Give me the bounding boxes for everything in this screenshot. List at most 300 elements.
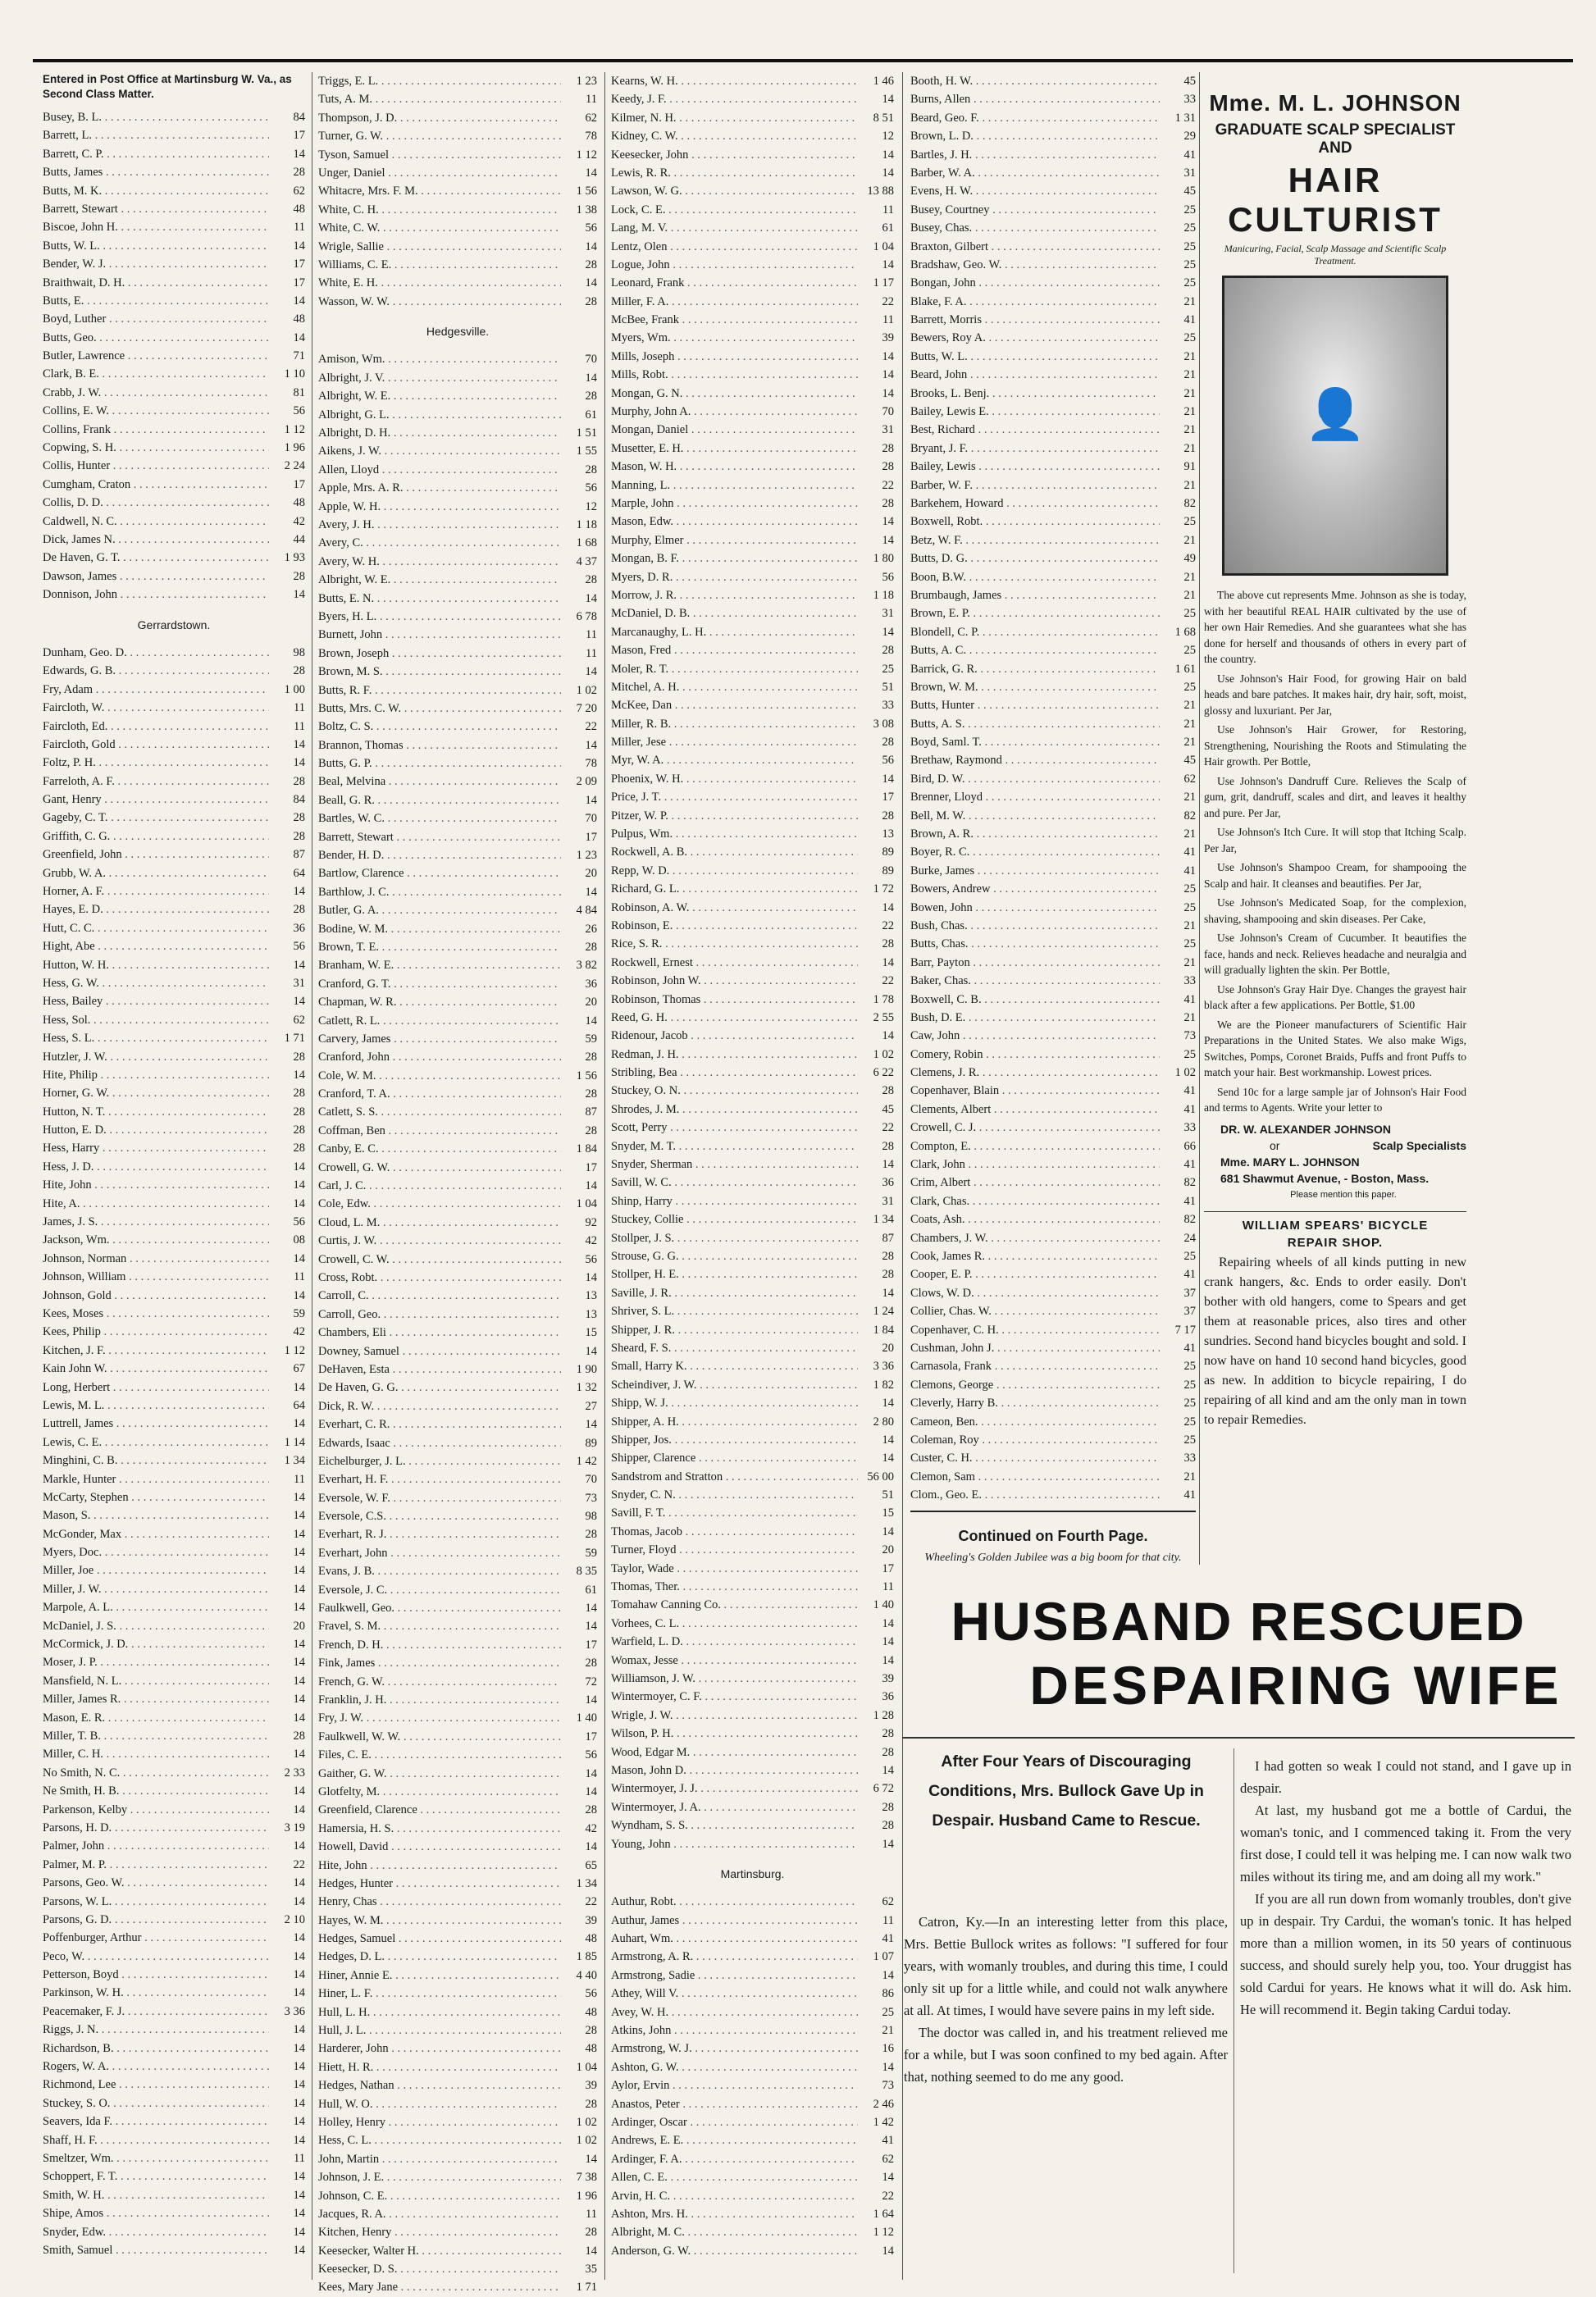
entry-amount: 14 (269, 1195, 305, 1213)
entry-name: Parsons, Geo. W. . . . (43, 1874, 269, 1892)
entry-amount: 86 (858, 1985, 894, 2003)
entry-amount: 28 (561, 2095, 597, 2113)
entry-amount: 28 (858, 440, 894, 458)
list-item (318, 256, 597, 274)
entry-amount: 28 (561, 256, 597, 274)
entry-name: Comery, Robin . . . (910, 1046, 1160, 1064)
entry-amount: 14 (561, 1269, 597, 1287)
entry-amount: 41 (1160, 843, 1196, 861)
portrait-image (1222, 276, 1448, 576)
entry-name: Williamson, J. W. . . . (611, 1670, 858, 1688)
list-item (318, 864, 597, 882)
entry-name: Hull, J. L. . . . (318, 2021, 561, 2039)
entry-amount: 41 (858, 2131, 894, 2149)
entry-amount: 14 (561, 164, 597, 182)
entry-amount: 28 (858, 807, 894, 825)
entry-amount: 70 (561, 350, 597, 368)
entry-amount: 14 (269, 1745, 305, 1763)
list-item (43, 1103, 305, 1121)
list-item (318, 1470, 597, 1488)
list-item (611, 2076, 894, 2094)
list-item (318, 387, 597, 405)
entry-amount: 66 (1160, 1137, 1196, 1155)
entry-amount: 11 (561, 645, 597, 663)
list-item (611, 660, 894, 678)
entry-name: Butts, D. G. . . . (910, 549, 1160, 567)
entry-name: Jackson, Wm. . . . (43, 1231, 269, 1249)
list-item (910, 568, 1196, 586)
entry-amount: 1 02 (858, 1046, 894, 1064)
entry-amount: 25 (1160, 1357, 1196, 1375)
list-item (611, 385, 894, 403)
entry-name: Petterson, Boyd . . . (43, 1966, 269, 1984)
entry-name: Dick, James N. . . . (43, 531, 269, 549)
list-item (318, 516, 597, 534)
list-item (318, 72, 597, 90)
entry-amount: 14 (269, 2167, 305, 2185)
list-item (43, 1966, 305, 1984)
entry-name: De Haven, G. T. . . . (43, 549, 269, 567)
entry-amount: 28 (858, 641, 894, 659)
entry-amount: 21 (858, 2021, 894, 2039)
entry-name: Collier, Chas. W. . . . (910, 1302, 1160, 1320)
list-item (318, 1746, 597, 1764)
entry-name: Hite, A. . . . (43, 1195, 269, 1213)
entry-name: Marpole, A. L. . . . (43, 1598, 269, 1616)
entry-name: Parkenson, Kelby . . . (43, 1801, 269, 1819)
entry-name: Hedges, D. L. . . . (318, 1948, 561, 1966)
entry-amount: 14 (858, 2058, 894, 2076)
entry-amount: 48 (269, 310, 305, 328)
list-item (910, 274, 1196, 292)
list-item (43, 1305, 305, 1323)
entry-name: Shipper, A. H. . . . (611, 1413, 858, 1431)
paragraph: Use Johnson's Itch Cure. It will stop that Itching Scalp. Per Jar, (1204, 826, 1466, 855)
list-item (611, 991, 894, 1009)
list-item (910, 1431, 1196, 1449)
entry-amount: 11 (858, 1912, 894, 1930)
entry-amount: 6 22 (858, 1064, 894, 1082)
entry-name: Parsons, W. L. . . . (43, 1893, 269, 1911)
entry-name: Barrett, L. . . . (43, 126, 269, 144)
list-item (611, 1670, 894, 1688)
entry-amount: 20 (561, 993, 597, 1011)
list-item (910, 1321, 1196, 1339)
entry-amount: 21 (1160, 917, 1196, 935)
entry-amount: 14 (269, 1488, 305, 1506)
list-item (43, 974, 305, 992)
entry-amount: 62 (858, 2150, 894, 2168)
entry-amount: 48 (561, 2039, 597, 2058)
list-item (910, 1449, 1196, 1467)
entry-name: Coats, Ash. . . . (910, 1210, 1160, 1228)
entry-name: Blondell, C. P. . . . (910, 623, 1160, 641)
entry-amount: 14 (561, 1012, 597, 1030)
sig-title: Scalp Specialists (1372, 1138, 1466, 1152)
entry-amount: 7 38 (561, 2168, 597, 2186)
entry-name: French, D. H. . . . (318, 1636, 561, 1654)
entry-amount: 28 (269, 1103, 305, 1121)
list-item (910, 403, 1196, 421)
entry-amount: 11 (269, 1470, 305, 1488)
list-item (43, 699, 305, 717)
entry-amount: 14 (269, 1929, 305, 1947)
entry-amount: 14 (269, 1948, 305, 1966)
entry-name: Richardson, B. . . . (43, 2039, 269, 2058)
entry-amount: 41 (1160, 1339, 1196, 1357)
entry-name: Busey, Chas. . . . (910, 219, 1160, 237)
entry-name: Poffenburger, Arthur . . . (43, 1929, 269, 1947)
paragraph: If you are all run down from womanly troubles, don't give up in despair. Try Cardui, the woman's tonic. It has helped more than a million women, in its 50 years of continuous success, and should surely help you, too. Your druggist has sold Cardui for years. He knows what it will do. Ask him. He will recommend it. Begin taking Cardui today. (1240, 1891, 1571, 2017)
entry-amount: 14 (858, 90, 894, 108)
entry-name: Clows, W. D. . . . (910, 1284, 1160, 1302)
entry-name: Dick, R. W. . . . (318, 1397, 561, 1415)
entry-name: Wrigle, J. W. . . . (611, 1707, 858, 1725)
list-item (611, 1688, 894, 1706)
list-item (318, 2113, 597, 2131)
entry-amount: 14 (269, 1561, 305, 1579)
entry-name: Rice, S. R. . . . (611, 935, 858, 953)
entry-amount: 1 02 (561, 2131, 597, 2149)
list-item (318, 424, 597, 442)
entry-amount: 1 80 (858, 549, 894, 567)
entry-amount: 25 (1160, 329, 1196, 347)
entry-amount: 33 (1160, 972, 1196, 990)
entry-amount: 42 (561, 1232, 597, 1250)
list-item (611, 293, 894, 311)
entry-name: Faircloth, Gold . . . (43, 736, 269, 754)
entry-amount: 1 24 (858, 1302, 894, 1320)
list-col2b (318, 350, 597, 2296)
entry-amount: 56 (858, 568, 894, 586)
entry-amount: 22 (858, 293, 894, 311)
entry-amount: 14 (269, 292, 305, 310)
entry-amount: 14 (561, 590, 597, 608)
entry-name: Butts, Chas. . . . (910, 935, 1160, 953)
entry-name: Butts, E. . . . (43, 292, 269, 310)
entry-name: Pulpus, Wm. . . . (611, 825, 858, 843)
list-item (43, 1819, 305, 1837)
list-item (43, 2131, 305, 2149)
entry-name: Boyd, Luther . . . (43, 310, 269, 328)
entry-amount: 1 40 (858, 1596, 894, 1614)
entry-amount: 56 (561, 1985, 597, 2003)
list-item (43, 882, 305, 900)
entry-name: Butts, Geo. . . . (43, 329, 269, 347)
entry-name: Chapman, W. R. . . . (318, 993, 561, 1011)
entry-name: Anastos, Peter . . . (611, 2095, 858, 2113)
entry-amount: 8 35 (561, 1562, 597, 1580)
entry-name: Cole, W. M. . . . (318, 1067, 561, 1085)
entry-amount: 21 (1160, 1009, 1196, 1027)
entry-name: Baker, Chas. . . . (910, 972, 1160, 990)
list-item (318, 1360, 597, 1379)
entry-name: Collis, D. D. . . . (43, 494, 269, 512)
list-item (43, 2094, 305, 2112)
entry-amount: 82 (1160, 494, 1196, 513)
entry-amount: 14 (269, 237, 305, 255)
entry-amount: 41 (1160, 1192, 1196, 1210)
list-item (43, 1984, 305, 2002)
entry-name: McCormick, J. D. . . . (43, 1635, 269, 1653)
sig-address: 681 Shawmut Avenue, - Boston, Mass. (1220, 1171, 1430, 1185)
entry-name: Blake, F. A. . . . (910, 293, 1160, 311)
entry-name: Mongan, B. F. . . . (611, 549, 858, 567)
list-item (43, 567, 305, 586)
list-item (318, 1140, 597, 1158)
list-item (611, 1192, 894, 1210)
list-item (611, 1780, 894, 1798)
list-item (43, 1764, 305, 1782)
list-item (318, 1048, 597, 1066)
entry-amount: 33 (1160, 90, 1196, 108)
list-item (910, 825, 1196, 843)
list-item (43, 2039, 305, 2058)
entry-name: Chambers, J. W. . . . (910, 1229, 1160, 1247)
entry-name: Kees, Philip . . . (43, 1323, 269, 1341)
entry-name: Armstrong, W. J. . . . (611, 2039, 858, 2058)
entry-name: Scott, Perry . . . (611, 1119, 858, 1137)
entry-name: Johnson, Gold . . . (43, 1287, 269, 1305)
entry-amount: 98 (561, 1507, 597, 1525)
list-item (910, 201, 1196, 219)
entry-name: Clements, Albert . . . (910, 1101, 1160, 1119)
list-item (910, 348, 1196, 366)
list-item (43, 791, 305, 809)
entry-name: Snyder, Sherman . . . (611, 1155, 858, 1174)
entry-name: Shriver, S. L. . . . (611, 1302, 858, 1320)
list-item (611, 1064, 894, 1082)
list-item (318, 1562, 597, 1580)
list-item (611, 972, 894, 990)
list-item (318, 2021, 597, 2039)
entry-amount: 14 (269, 1782, 305, 1800)
list-item (43, 163, 305, 181)
entry-amount: 56 00 (858, 1468, 894, 1486)
list-item (910, 1046, 1196, 1064)
entry-amount: 20 (269, 1617, 305, 1635)
entry-name: Keesecker, Walter H. . . . (318, 2242, 561, 2260)
entry-name: Brenner, Lloyd . . . (910, 788, 1160, 806)
entry-name: Tyson, Samuel . . . (318, 146, 561, 164)
list-item (318, 1067, 597, 1085)
entry-name: Hess, G. W. . . . (43, 974, 269, 992)
entry-amount: 22 (561, 1893, 597, 1911)
entry-amount: 73 (561, 1489, 597, 1507)
entry-amount: 25 (1160, 274, 1196, 292)
entry-name: Johnson, C. E. . . . (318, 2187, 561, 2205)
list-item (318, 2131, 597, 2149)
entry-amount: 14 (561, 2150, 597, 2168)
sig-note: Please mention this paper. (1290, 1189, 1397, 1200)
entry-amount: 13 (561, 1287, 597, 1305)
list-item (43, 494, 305, 512)
entry-name: Young, John . . . (611, 1835, 858, 1853)
list-item (318, 2150, 597, 2168)
entry-amount: 61 (561, 406, 597, 424)
entry-amount: 21 (1160, 733, 1196, 751)
entry-name: Downey, Samuel . . . (318, 1342, 561, 1360)
entered-notice: Entered in Post Office at Martinsburg W. Va., as Second Class Matter. (43, 73, 292, 100)
entry-amount: 14 (269, 145, 305, 163)
list-item (318, 828, 597, 846)
entry-name: Best, Richard . . . (910, 421, 1160, 439)
entry-amount: 3 08 (858, 715, 894, 733)
list-item (43, 1580, 305, 1598)
entry-amount: 42 (561, 1820, 597, 1838)
list-item (611, 1229, 894, 1247)
entry-amount: 28 (561, 461, 597, 479)
list-item (43, 1323, 305, 1341)
entry-amount: 82 (1160, 807, 1196, 825)
entry-amount: 36 (561, 975, 597, 993)
paragraph: Use Johnson's Cream of Cucumber. It beautifies the face, hands and neck. Relieves headache and neuralgia and will gradually lighten the skin. Per Bottle, (1204, 932, 1466, 976)
entry-name: Farreloth, A. F. . . . (43, 773, 269, 791)
entry-amount: 62 (269, 1011, 305, 1029)
list-item (43, 1543, 305, 1561)
entry-name: Crowell, C. J. . . . (910, 1119, 1160, 1137)
list-item (910, 109, 1196, 127)
list-item (611, 1930, 894, 1948)
entry-amount: 81 (269, 384, 305, 402)
entry-name: Gageby, C. T. . . . (43, 809, 269, 827)
entry-name: Wilson, P. H. . . . (611, 1725, 858, 1743)
list-item (318, 2039, 597, 2058)
entry-name: Shinp, Harry . . . (611, 1192, 858, 1210)
entry-name: Ashton, Mrs. H. . . . (611, 2205, 858, 2223)
list-item (910, 311, 1196, 329)
entry-amount: 1 18 (858, 586, 894, 604)
entry-amount: 26 (561, 920, 597, 938)
entry-amount: 1 84 (858, 1321, 894, 1339)
entry-name: Beard, Geo. F. . . . (910, 109, 1160, 127)
entry-name: Palmer, John . . . (43, 1837, 269, 1855)
list-item (318, 956, 597, 974)
list-item (318, 718, 597, 736)
entry-name: Barkehem, Howard . . . (910, 494, 1160, 513)
list-item (611, 917, 894, 935)
list-item (43, 310, 305, 328)
entry-name: Lang, M. V. . . . (611, 219, 858, 237)
list-item (43, 292, 305, 310)
ad-paragraphs (1204, 587, 1466, 1116)
list-item (611, 90, 894, 108)
list-item (43, 1745, 305, 1763)
entry-name: Bongan, John . . . (910, 274, 1160, 292)
entry-amount: 59 (269, 1305, 305, 1323)
list-item (318, 1985, 597, 2003)
list-item (910, 623, 1196, 641)
entry-name: Ridenour, Jacob . . . (611, 1027, 858, 1045)
entry-amount: 33 (1160, 1119, 1196, 1137)
list-item (43, 736, 305, 754)
list-item (43, 200, 305, 218)
list-item (910, 1064, 1196, 1082)
list-item (611, 770, 894, 788)
list-item (318, 1434, 597, 1452)
list-item (318, 1159, 597, 1177)
list-item (611, 109, 894, 127)
list-item (318, 1912, 597, 1930)
entry-amount: 45 (1160, 182, 1196, 200)
entry-name: Miller, R. B. . . . (611, 715, 858, 733)
list-item (910, 421, 1196, 439)
list-item (43, 1048, 305, 1066)
list-item (910, 733, 1196, 751)
article-body-left (904, 1911, 1228, 2088)
entry-name: Chambers, Eli . . . (318, 1324, 561, 1342)
entry-amount: 3 36 (858, 1357, 894, 1375)
entry-name: Warfield, L. D. . . . (611, 1633, 858, 1651)
list-item (318, 1654, 597, 1672)
entry-name: Busey, B. L. . . . (43, 108, 269, 126)
entry-name: Avery, W. H. . . . (318, 553, 561, 571)
entry-name: Sheard, F. S. . . . (611, 1339, 858, 1357)
entry-name: Carnasola, Frank . . . (910, 1357, 1160, 1375)
entry-amount: 56 (561, 479, 597, 497)
entry-amount: 89 (858, 843, 894, 861)
list-item (318, 238, 597, 256)
list-item (611, 1082, 894, 1100)
entry-amount: 1 55 (561, 442, 597, 460)
list-item (611, 1357, 894, 1375)
entry-name: Brumbaugh, James . . . (910, 586, 1160, 604)
entry-amount: 15 (561, 1324, 597, 1342)
entry-amount: 17 (269, 476, 305, 494)
entry-amount: 25 (1160, 1413, 1196, 1431)
entry-name: Hess, C. L. . . . (318, 2131, 561, 2149)
list-item (611, 348, 894, 366)
list-item (43, 476, 305, 494)
entry-name: Myers, Doc. . . . (43, 1543, 269, 1561)
entry-amount: 14 (561, 1838, 597, 1856)
entry-amount: 2 09 (561, 773, 597, 791)
list-item (318, 1617, 597, 1635)
entry-name: Mongan, Daniel . . . (611, 421, 858, 439)
list-item (318, 2278, 597, 2296)
entry-name: Richard, G. L. . . . (611, 880, 858, 898)
list-item (43, 2204, 305, 2222)
entry-amount: 28 (561, 1048, 597, 1066)
list-item (318, 700, 597, 718)
entry-name: Wasson, W. W. . . . (318, 293, 561, 311)
entry-name: Brown, L. D. . . . (910, 127, 1160, 145)
entry-name: Butts, M. K. . . . (43, 182, 269, 200)
entry-amount: 1 68 (1160, 623, 1196, 641)
entry-name: Atkins, John . . . (611, 2021, 858, 2039)
list-item (611, 1761, 894, 1780)
entry-amount: 2 46 (858, 2095, 894, 2113)
entry-name: Holley, Henry . . . (318, 2113, 561, 2131)
headline-line-2: DESPAIRING WIFE (1029, 1655, 1562, 1716)
entry-name: Grubb, W. A. . . . (43, 864, 269, 882)
list-item (318, 146, 597, 164)
entry-amount: 1 17 (858, 274, 894, 292)
entry-amount: 14 (269, 736, 305, 754)
entry-amount: 1 18 (561, 516, 597, 534)
entry-amount: 4 84 (561, 901, 597, 919)
list-item (910, 1486, 1196, 1504)
entry-name: Jacques, R. A. . . . (318, 2205, 561, 2223)
entry-name: Whitacre, Mrs. F. M. . . . (318, 182, 561, 200)
list-item (318, 1103, 597, 1121)
entry-name: Franklin, J. H. . . . (318, 1691, 561, 1709)
list-item (611, 329, 894, 347)
entry-name: Thomas, Jacob . . . (611, 1523, 858, 1541)
entry-amount: 1 34 (269, 1452, 305, 1470)
entry-amount: 1 04 (561, 1195, 597, 1213)
list-item (611, 2223, 894, 2241)
